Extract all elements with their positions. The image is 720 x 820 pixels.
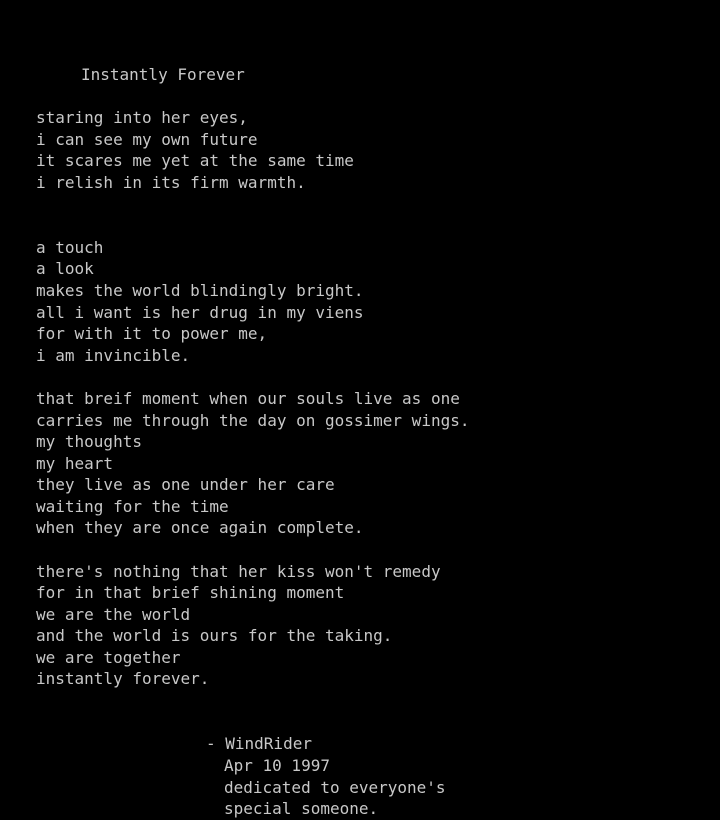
poem-line: they live as one under her care — [36, 475, 335, 494]
poem-line: my thoughts — [36, 432, 142, 451]
poem-line: a look — [36, 259, 94, 278]
poem-line: my heart — [36, 454, 114, 473]
poem-title: Instantly Forever — [81, 65, 245, 84]
poem-line: i relish in its firm warmth. — [36, 173, 306, 192]
poem-line: waiting for the time — [36, 497, 229, 516]
poem-line: and the world is ours for the taking. — [36, 626, 393, 645]
poem-line: for in that brief shining moment — [36, 583, 345, 602]
poem-line: for with it to power me, — [36, 324, 268, 343]
signature-dedication: dedicated to everyone's — [224, 778, 446, 797]
poem-line: it scares me yet at the same time — [36, 151, 354, 170]
poem-line: that breif moment when our souls live as one — [36, 389, 460, 408]
signature-dedication: special someone. — [224, 799, 379, 818]
poem-line: instantly forever. — [36, 669, 210, 688]
poem-line: there's nothing that her kiss won't remedy — [36, 562, 441, 581]
poem-line: we are the world — [36, 605, 191, 624]
poem-line: makes the world blindingly bright. — [36, 281, 364, 300]
signature-author: - WindRider — [206, 734, 312, 753]
poem-line: carries me through the day on gossimer wings. — [36, 411, 470, 430]
poem-line: i am invincible. — [36, 346, 191, 365]
poem-line: a touch — [36, 238, 104, 257]
poem-line: staring into her eyes, — [36, 108, 248, 127]
signature-date: Apr 10 1997 — [224, 756, 330, 775]
poem-line: we are together — [36, 648, 181, 667]
poem-line: when they are once again complete. — [36, 518, 364, 537]
poem-line: i can see my own future — [36, 130, 258, 149]
poem-line: all i want is her drug in my viens — [36, 303, 364, 322]
